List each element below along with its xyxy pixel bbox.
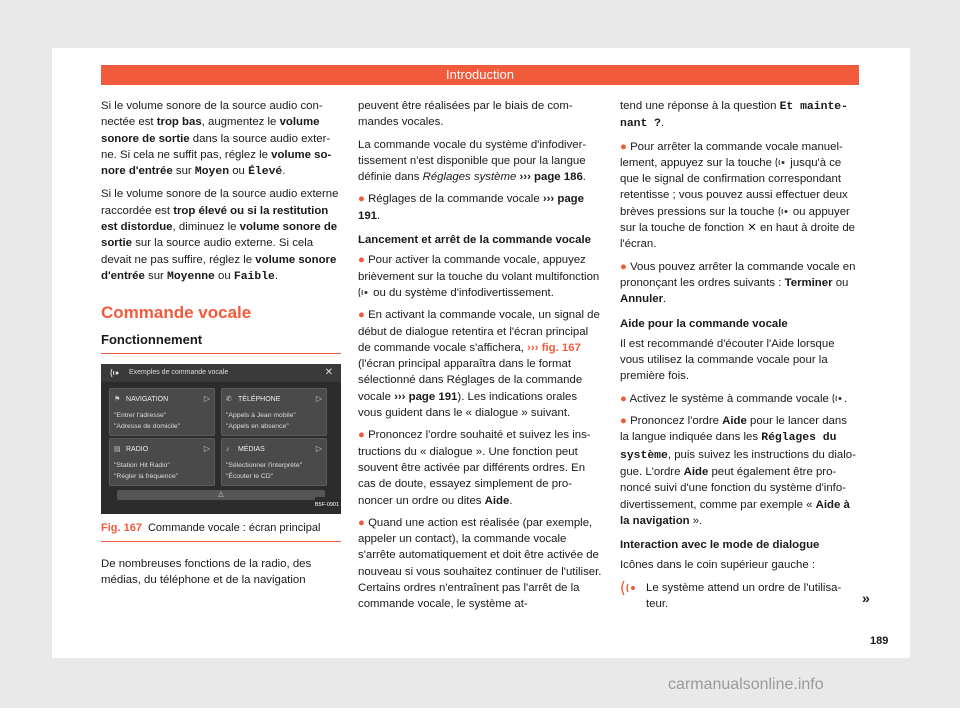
play-icon: ▷	[203, 393, 210, 403]
tile-telephone[interactable]: ✆ TÉLÉPHONE ▷ "Appels à Jean mobile" "Appels en absence"	[221, 388, 327, 436]
page-number: 189	[870, 635, 889, 647]
watermark: carmanualsonline.info	[668, 676, 824, 693]
column-1	[101, 98, 341, 595]
paragraph: De nombreuses fonctions de la radio, des médias, du téléphone et de la navigation	[101, 558, 312, 587]
bullet-item: ● Activez le système à commande vocale .	[620, 392, 848, 405]
voice-button-icon	[775, 157, 787, 168]
figure-caption: Fig. 167 Commande vocale : écran principal	[101, 520, 341, 542]
voice-icon	[109, 367, 121, 379]
paragraph: Si le volume sonore de la source audio externe raccordée est trop élevé ou si la restitution est distordue, diminuez le volume sonore de sortie sur la source audio externe. Si cela devait ne pas suffire, réglez le volume sonore d'entrée sur Moyenne ou Faible.	[101, 188, 339, 283]
paragraph: Si le volume sonore de la source audio connectée est trop bas, augmentez le volume sonore de sortie dans la source audio externe. Si cela ne suffit pas, réglez le volume sonore d'entrée sur Moyen ou Élevé.	[101, 100, 332, 179]
collapse-bar[interactable]	[117, 490, 325, 500]
bullet-item: ● Prononcez l'ordre souhaité et suivez les instructions du « dialogue ». Une fonction peut souvent être activée par différents ordres. En cas de doute, essayez simplement de prononcer un ordre ou dites Aide.	[358, 429, 591, 507]
icon-description: Le système attend un ordre de l'utilisateur.	[646, 581, 842, 611]
voice-button-icon	[358, 287, 370, 298]
play-icon: ▷	[315, 393, 322, 403]
figure-title: Exemples de commande vocale	[129, 368, 229, 376]
figure-code: B5F-0901	[315, 497, 339, 513]
bullet-item: ● Réglages de la commande vocale ››› page 191.	[358, 193, 584, 222]
tile-media[interactable]: ♪ MÉDIAS ▷ "Sélectionner l'interprète" "Écouter le CD"	[221, 438, 327, 486]
icon-legend-row	[620, 580, 858, 613]
flag-icon: ⚑	[114, 395, 121, 403]
phone-icon: ✆	[226, 395, 232, 403]
voice-waiting-icon	[620, 580, 642, 596]
paragraph: La commande vocale du système d'infodivertissement n'est disponible que pour la langue définie dans Réglages système ››› page 186.	[358, 138, 587, 184]
bullet-item: ● Prononcez l'ordre Aide pour le lancer dans la langue indiquée dans les Réglages du système, puis suivez les instructions du dialogue. L'ordre Aide peut également être prononcé suivi d'une fonction du système d'infodivertissement, comme par exemple « Aide à la navigation ».	[620, 415, 856, 527]
music-note-icon: ♪	[226, 445, 230, 453]
paragraph: peuvent être réalisées par le biais de commandes vocales.	[358, 100, 573, 129]
paragraph: Icônes dans le coin supérieur gauche :	[620, 559, 816, 572]
play-icon: ▷	[315, 443, 322, 453]
column-3	[620, 98, 858, 612]
bullet-item: ● Pour arrêter la commande vocale manuellement, appuyez sur la touche jusqu'à ce que le signal de confirmation correspondant retentisse ; vous pouvez aussi effectuer deux brèves pressions sur la touche ou appuyer sur la touche de fonction ✕ en haut à droite de l'écran.	[620, 140, 855, 251]
bullet-item: ● En activant la commande vocale, un signal de début de dialogue retentira et l'écran principal de commande vocale s'affichera, ››› fig. 167 (l'écran principal apparaîtra dans le format sélectionné dans Réglages de la commande vocale ››› page 191). Les indications orales vous guident dans le « dialogue » suivant.	[358, 309, 600, 420]
chevron-up-icon: △	[218, 490, 224, 498]
paragraph: Il est recommandé d'écouter l'Aide lorsque vous utilisez la commande vocale pour la première fois.	[620, 337, 835, 383]
close-icon[interactable]: ✕	[324, 366, 333, 378]
voice-button-icon	[778, 206, 790, 217]
subheading: Interaction avec le mode de dialogue	[620, 539, 820, 552]
column-2	[358, 98, 602, 619]
bullet-item: ● Vous pouvez arrêter la commande vocale en prononçant les ordres suivants : Terminer ou Annuler.	[620, 260, 856, 306]
tile-navigation[interactable]: ⚑ NAVIGATION ▷ "Entrer l'adresse" "Adresse de domicile"	[109, 388, 215, 436]
radio-icon: ▤	[114, 445, 121, 453]
section-heading: Commande vocale	[101, 303, 252, 323]
bullet-item: ● Pour activer la commande vocale, appuyez brièvement sur la touche du volant multifonction ou du système d'infodivertissement.	[358, 254, 600, 299]
subheading: Lancement et arrêt de la commande vocale	[358, 234, 591, 247]
figure-title-bar	[101, 364, 341, 382]
figure-voice-screen	[101, 364, 341, 514]
bullet-item: ● Quand une action est réalisée (par exemple, appeler un contact), la commande vocale s'arrête automatiquement et doit être activée de nouveau si vous souhaitez continuer de l'utiliser. Certains ordres n'entraînent pas l'arrêt de la commande vocale, le système at-	[358, 516, 602, 611]
section-header: Introduction	[101, 65, 859, 85]
continue-mark: »	[862, 590, 870, 606]
paragraph: tend une réponse à la question Et maintenant ?.	[620, 100, 848, 131]
subsection-heading: Fonctionnement	[101, 332, 341, 354]
play-icon: ▷	[203, 443, 210, 453]
close-icon: ✕	[747, 222, 757, 235]
tile-radio[interactable]: ▤ RADIO ▷ "Station Hit Radio" "Régler la fréquence"	[109, 438, 215, 486]
voice-button-icon	[832, 393, 844, 404]
subheading: Aide pour la commande vocale	[620, 317, 788, 330]
